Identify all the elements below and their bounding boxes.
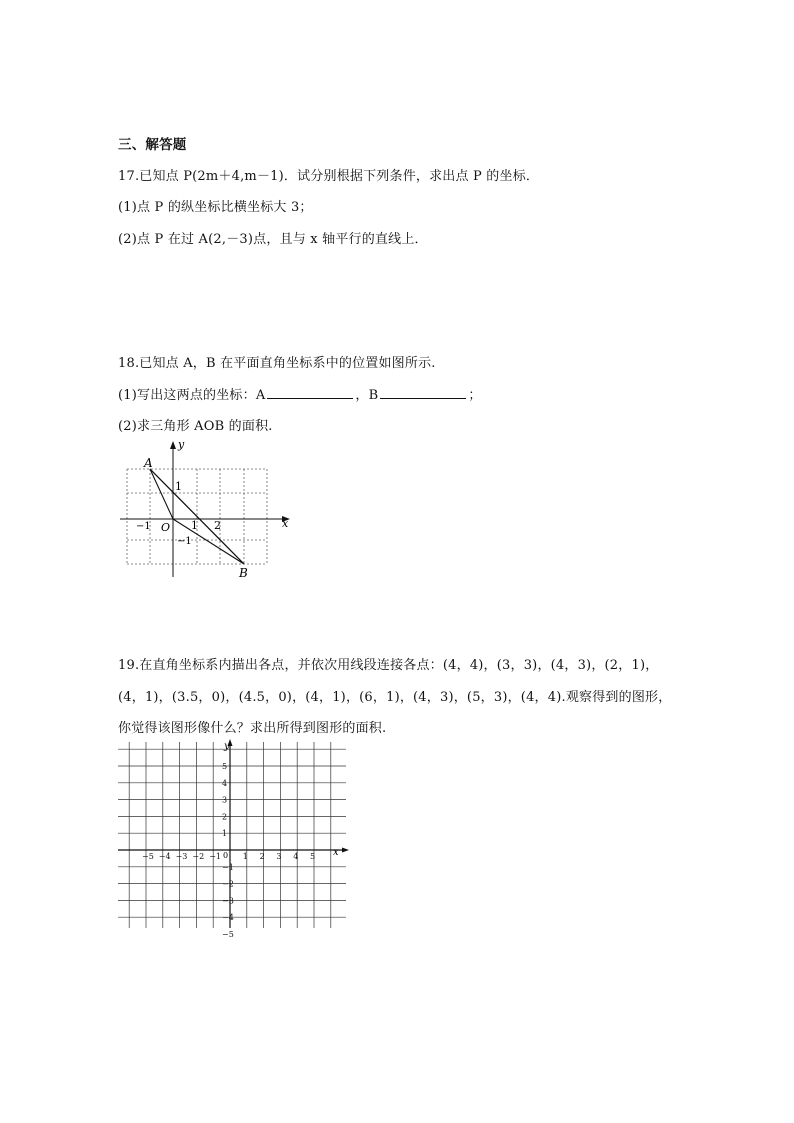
tick-x-1: 1 — [191, 519, 198, 532]
grid-label-origin: 0 — [223, 851, 229, 860]
grid-y-tick-label: −2 — [222, 879, 234, 889]
grid-x-tick-label: −4 — [158, 852, 171, 861]
q17-part2: (2)点 P 在过 A(2,－3)点，且与 x 轴平行的直线上． — [118, 232, 428, 247]
grid-x-tick-label: 2 — [259, 852, 265, 861]
grid-x-tick-label: −1 — [209, 852, 221, 861]
q18-stem: 18.已知点 A，B 在平面直角坐标系中的位置如图所示. — [118, 356, 436, 371]
q18-part2: (2)求三角形 AOB 的面积. — [118, 419, 273, 434]
q18-figure — [110, 432, 300, 582]
grid-y-tick-label: −3 — [222, 896, 234, 906]
grid-y-tick-label: 1 — [222, 829, 228, 839]
grid-x-tick-label: −5 — [142, 852, 154, 861]
label-b: B — [239, 566, 248, 580]
grid-x-tick-label: 3 — [276, 852, 282, 861]
grid-y-tick-label: −5 — [222, 930, 234, 939]
grid-y-tick-label: 3 — [222, 795, 228, 805]
grid-x-tick-label: −3 — [175, 852, 188, 861]
grid-y-tick-label: −4 — [222, 913, 234, 923]
grid-x-tick-label: 4 — [293, 852, 299, 861]
q17-stem: 17.已知点 P(2m＋4,m－1)．试分别根据下列条件，求出点 P 的坐标． — [118, 169, 540, 184]
tick-x-2: 2 — [214, 519, 221, 532]
q19-line1: 19.在直角坐标系内描出各点，并依次用线段连接各点：(4，4)，(3，3)，(4，3)，(2，1)， — [118, 658, 659, 673]
grid-y-tick-label: 4 — [222, 778, 228, 788]
tick-x-neg1: −1 — [136, 521, 151, 532]
grid-x-tick-label: −2 — [192, 852, 205, 861]
grid-y-tick-label: 2 — [222, 812, 228, 822]
grid-y-tick-label: −1 — [222, 862, 234, 872]
grid-x-arrow-icon — [342, 848, 349, 853]
grid-label-x: x — [333, 847, 339, 858]
answer-blank-b[interactable] — [380, 386, 466, 399]
label-y: y — [178, 438, 185, 451]
answer-blank-a[interactable] — [267, 386, 353, 399]
q17-part1: (1)点 P 的纵坐标比横坐标大 3； — [118, 200, 313, 215]
section-title: 三、解答题 — [118, 137, 187, 153]
label-o: O — [161, 521, 171, 534]
grid-label-y: y — [224, 741, 230, 752]
grid-x-tick-label: 1 — [242, 852, 248, 861]
q18-part1-suffix: ； — [468, 388, 482, 403]
tick-y-1: 1 — [175, 480, 182, 493]
q18-part1 — [118, 384, 482, 403]
label-a: A — [144, 456, 153, 470]
q19-grid — [118, 738, 350, 939]
q18-part1-mid: ，B — [355, 388, 379, 403]
q19-line3: 你觉得该图形像什么？求出所得到图形的面积. — [118, 721, 387, 736]
grid-y-tick-label: 5 — [222, 762, 228, 771]
y-axis-arrow-icon — [170, 441, 176, 449]
tick-y-neg1: −1 — [177, 536, 192, 547]
grid-x-tick-label: 5 — [310, 852, 316, 861]
q19-line2: (4，1)，(3.5，0)，(4.5，0)，(4，1)，(6，1)，(4，3)，(5，3)，(4，4).观察得到的图形， — [118, 690, 672, 705]
label-x: x — [282, 517, 289, 530]
q18-part1-prefix: (1)写出这两点的坐标：A — [118, 388, 266, 403]
